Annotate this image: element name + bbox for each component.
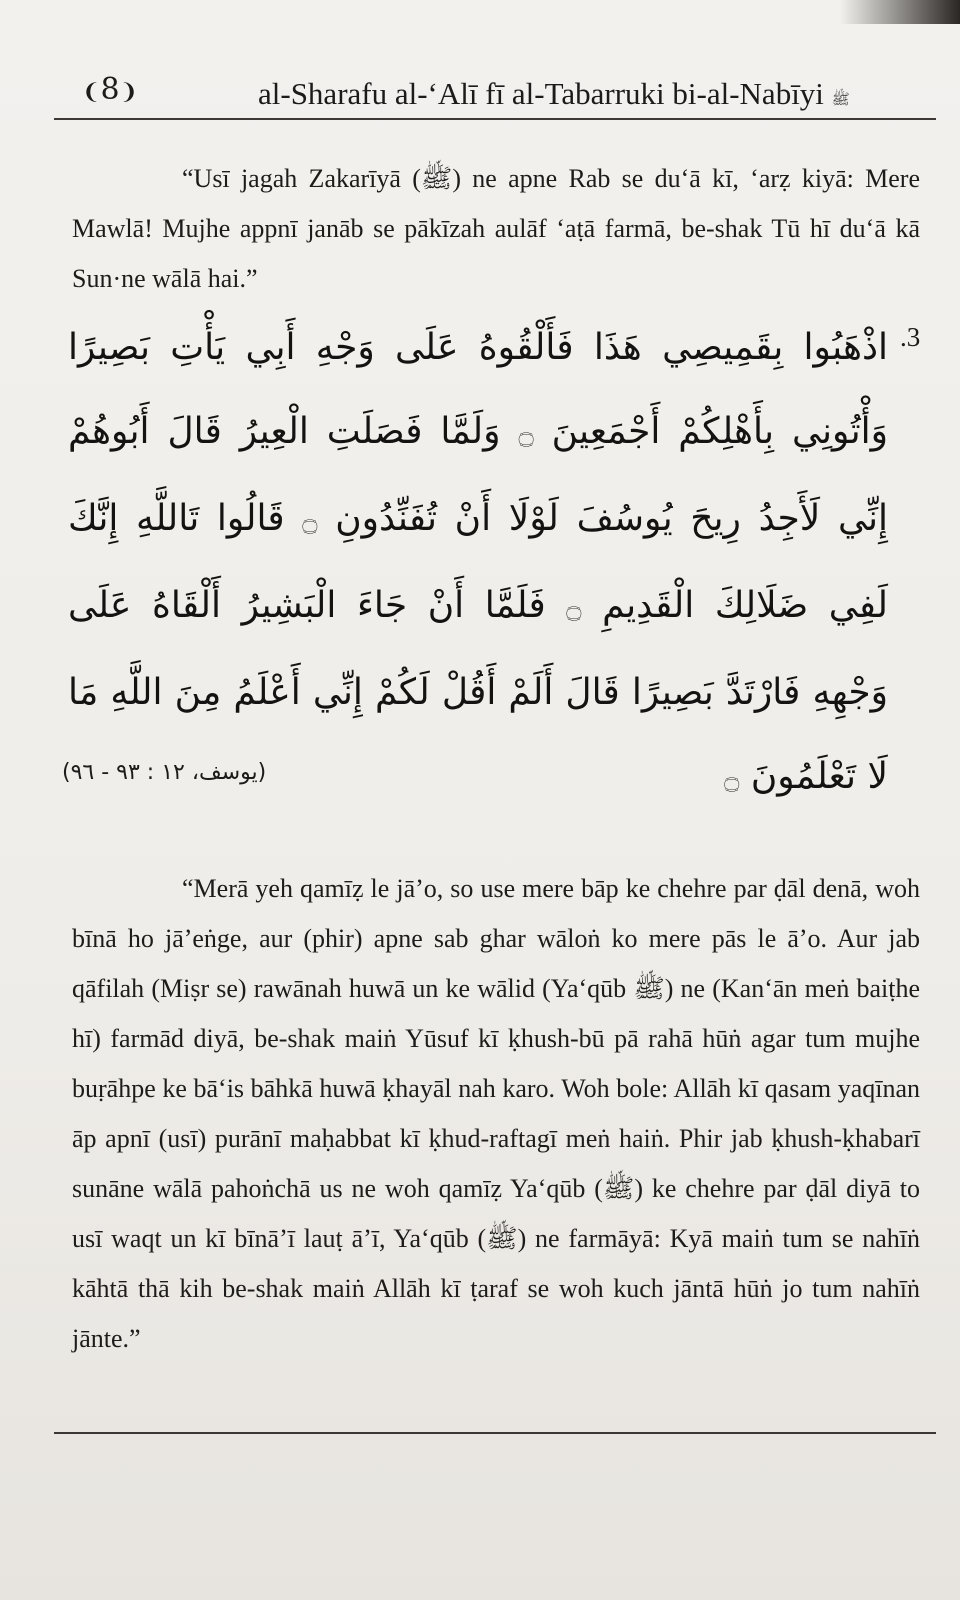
running-title [258,76,960,112]
aya-end-marker-icon: ۝ [566,594,582,624]
quran-verse-block [68,306,888,822]
quran-verse-95: قَالُوا تَاللَّهِ إِنَّكَ لَفِي ضَلَالِكَ الْقَدِيمِ [68,498,888,626]
item-number: .3 [900,322,921,352]
aya-end-marker-icon: ۝ [724,765,740,795]
translation-paragraph-main: “Merā yeh qamīẓ le jā’o, so use mere bāp ke chehre par ḍāl denā, woh bīnā ho jā’eṅge, aur (phir) apne sab ghar wāloṅ ko mere pās le ā’o. Aur jab qāfilah (Miṣr se) rawānah huwā un ke wālid (Ya‘qūb ﷺ) ne (Kan‘ān meṅ baiṭhe hī) farmād diyā, be-shak maiṅ Yūsuf kī ḳhush-bū pā rahā hūṅ agar tum mujhe buṛāhpe ke bā‘is bāhkā huwā ḳhayāl nah karo. Woh bole: Allāh kī qasam yaqīnan āp apnī (usī) purānī maḥabbat kī ḳhud-raftagī meṅ haiṅ. Phir jab ḳhush-ḳhabarī sunāne wālā pahoṅchā us ne woh qamīẓ Ya‘qūb (ﷺ) ke chehre par ḍāl diyā to usī waqt un kī bīnā’ī lauṭ ā’ī, Ya‘qūb (ﷺ) ne farmāyā: Kyā maiṅ tum se nahīṅ kāhtā thā kih be-shak maiṅ Allāh kī ṭaraf se woh kuch jāntā hūṅ jo tum nahīṅ jānte.” [72,874,921,1353]
page-number [82,72,138,107]
honorific-icon: ﷺ [831,90,850,108]
aya-end-marker-icon: ۝ [518,420,534,450]
quran-verse-94: وَلَمَّا فَصَلَتِ الْعِيرُ قَالَ أَبُوهُمْ إِنِّي لَأَجِدُ رِيحَ يُوسُفَ لَوْلَا أَنْ تُفَنِّدُونِ [68,411,888,539]
ornament-right-icon: ❩ [119,80,138,105]
header-divider [54,118,936,120]
aya-end-marker-icon: ۝ [302,507,318,537]
page-corner-shadow [840,0,960,24]
page-number-value: 8 [100,72,120,107]
ornament-left-icon: ❨ [82,80,101,105]
verse-citation: (يوسف، ١٢ : ٩٣ - ٩٦) [62,760,267,785]
translation-paragraph-top: “Usī jagah Zakarīyā (ﷺ) ne apne Rab se du‘ā kī, ‘arẓ kiyā: Mere Mawlā! Mujhe appnī janāb se pākīzah aulāf ‘aṭā farmā, be-shak Tū hī du‘ā kā Sun·ne wālā hai.” [72,164,920,293]
running-title-text: al-Sharafu al-‘Alī fī al-Tabarruki bi-al-Nabīyi [258,76,824,111]
quran-verse-93: اذْهَبُوا بِقَمِيصِي هَذَا فَأَلْقُوهُ عَلَى وَجْهِ أَبِي يَأْتِ بَصِيرًا وَأْتُونِي بِأَهْلِكُمْ أَجْمَعِينَ [68,327,888,452]
quran-verse-96: فَلَمَّا أَنْ جَاءَ الْبَشِيرُ أَلْقَاهُ عَلَى وَجْهِهِ فَارْتَدَّ بَصِيرًا قَالَ أَلَمْ أَقُلْ لَكُمْ إِنِّي أَعْلَمُ مِنَ اللَّهِ مَا لَا تَعْلَمُونَ [68,585,888,797]
running-header [56,70,930,118]
footer-divider [54,1432,936,1434]
